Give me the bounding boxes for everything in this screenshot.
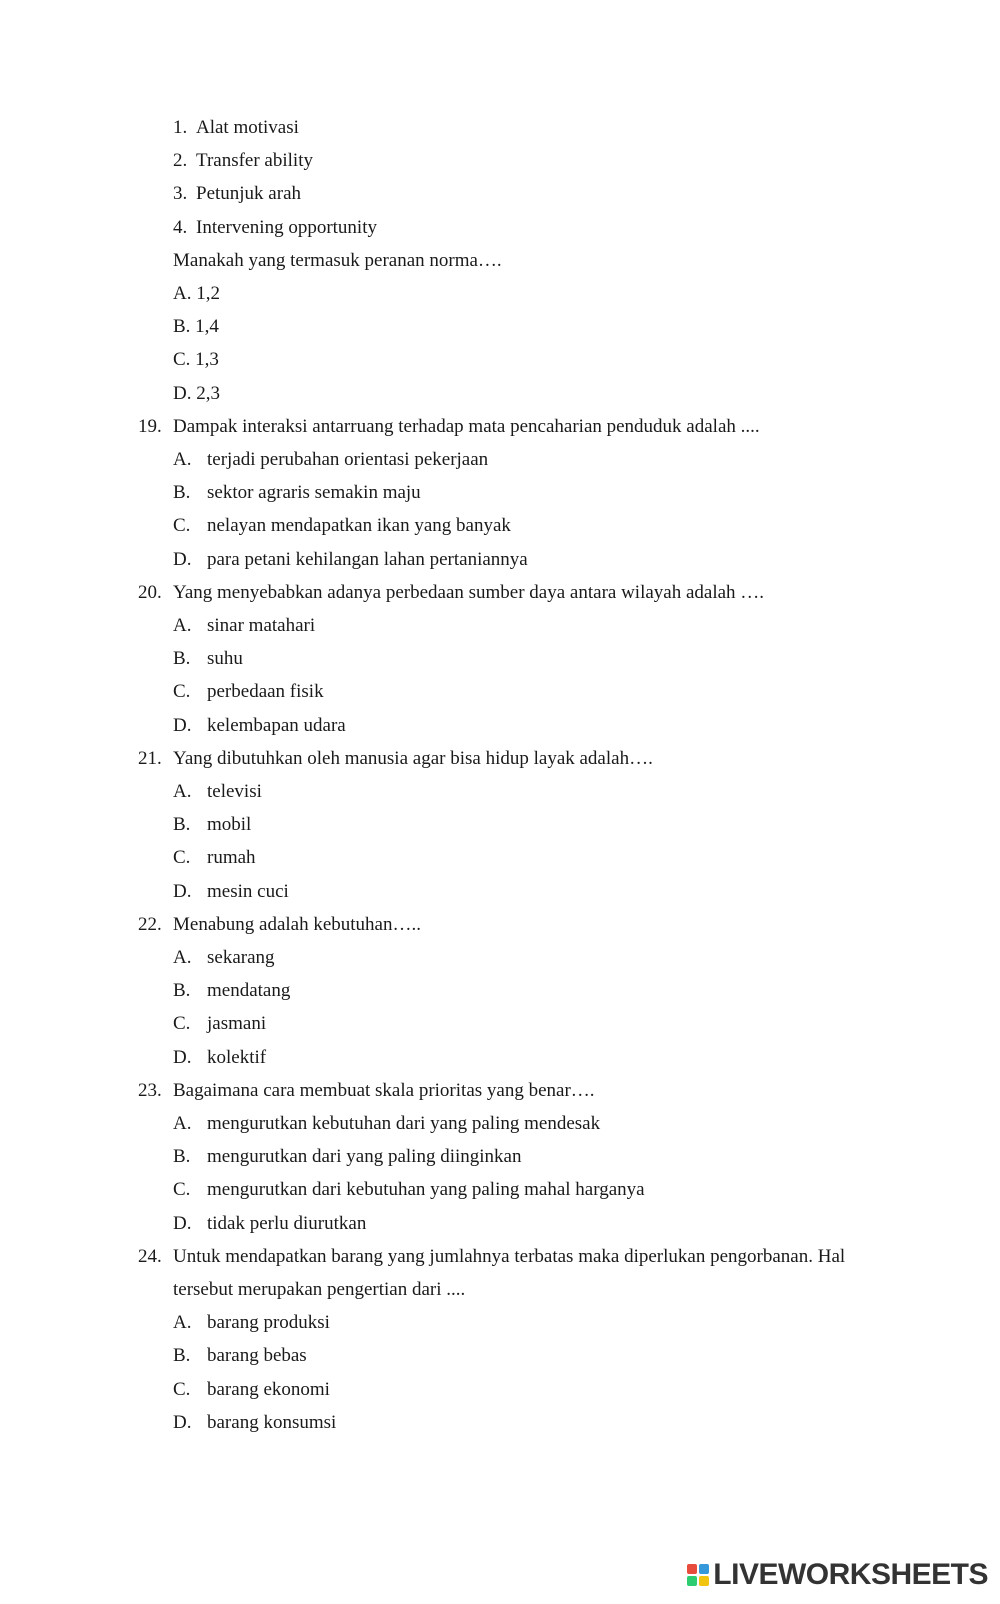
option-text: barang konsumsi [207, 1412, 337, 1433]
question-number: 23. [138, 1080, 162, 1101]
option-letter: C. [173, 1013, 191, 1034]
option-letter: C. [173, 847, 191, 868]
intro-option-text: C. 1,3 [173, 349, 219, 370]
option-letter: D. [173, 715, 192, 736]
question-number: 24. [138, 1246, 162, 1267]
option-letter: C. [173, 1379, 191, 1400]
intro-item-number: 1. [173, 117, 188, 138]
option-letter: A. [173, 1312, 192, 1333]
option-letter: D. [173, 881, 192, 902]
intro-option-text: B. 1,4 [173, 316, 219, 337]
liveworksheets-footer [687, 1556, 988, 1594]
option-text: para petani kehilangan lahan pertaniannya [207, 549, 528, 570]
option-text: mengurutkan dari yang paling diinginkan [207, 1146, 522, 1167]
intro-item-text: Intervening opportunity [196, 217, 377, 238]
option-text: barang bebas [207, 1345, 307, 1366]
question-text: tersebut merupakan pengertian dari .... [173, 1279, 466, 1300]
option-text: tidak perlu diurutkan [207, 1213, 367, 1234]
option-letter: B. [173, 814, 191, 835]
intro-option-text: D. 2,3 [173, 383, 220, 404]
question-text: Menabung adalah kebutuhan….. [173, 914, 421, 935]
option-text: jasmani [207, 1013, 267, 1034]
question-number: 21. [138, 748, 162, 769]
option-letter: D. [173, 1213, 192, 1234]
intro-option-text: A. 1,2 [173, 283, 220, 304]
option-text: barang ekonomi [207, 1379, 330, 1400]
option-letter: B. [173, 1345, 191, 1366]
option-text: mendatang [207, 980, 291, 1001]
logo-square-blue [699, 1564, 709, 1574]
intro-item-number: 3. [173, 183, 188, 204]
intro-item-number: 4. [173, 217, 188, 238]
option-letter: C. [173, 681, 191, 702]
option-letter: A. [173, 615, 192, 636]
option-text: kolektif [207, 1047, 267, 1068]
option-text: sinar matahari [207, 615, 316, 636]
option-letter: B. [173, 648, 191, 669]
liveworksheets-logo-icon [687, 1564, 709, 1586]
logo-square-red [687, 1564, 697, 1574]
option-letter: B. [173, 980, 191, 1001]
intro-question-text: Manakah yang termasuk peranan norma…. [173, 250, 502, 271]
option-text: terjadi perubahan orientasi pekerjaan [207, 449, 489, 470]
option-letter: A. [173, 449, 192, 470]
logo-square-yellow [699, 1576, 709, 1586]
option-text: mengurutkan dari kebutuhan yang paling mahal harganya [207, 1179, 645, 1200]
question-number: 22. [138, 914, 162, 935]
intro-item-number: 2. [173, 150, 188, 171]
option-text: kelembapan udara [207, 715, 346, 736]
option-letter: A. [173, 1113, 192, 1134]
intro-item-text: Petunjuk arah [196, 183, 302, 204]
option-text: suhu [207, 648, 243, 669]
option-letter: A. [173, 781, 192, 802]
option-text: rumah [207, 847, 256, 868]
option-text: perbedaan fisik [207, 681, 324, 702]
option-text: televisi [207, 781, 262, 802]
option-text: mesin cuci [207, 881, 289, 902]
option-letter: D. [173, 1047, 192, 1068]
question-text: Yang dibutuhkan oleh manusia agar bisa hidup layak adalah…. [173, 748, 653, 769]
question-text: Untuk mendapatkan barang yang jumlahnya terbatas maka diperlukan pengorbanan. Hal [173, 1246, 846, 1267]
option-text: barang produksi [207, 1312, 330, 1333]
question-number: 20. [138, 582, 162, 603]
question-number: 19. [138, 416, 162, 437]
option-text: sektor agraris semakin maju [207, 482, 421, 503]
brand-name: LIVEWORKSHEETS [713, 1558, 988, 1591]
option-letter: B. [173, 482, 191, 503]
option-text: mengurutkan kebutuhan dari yang paling mendesak [207, 1113, 601, 1134]
intro-item-text: Transfer ability [196, 150, 313, 171]
option-letter: B. [173, 1146, 191, 1167]
question-text: Dampak interaksi antarruang terhadap mata pencaharian penduduk adalah .... [173, 416, 760, 437]
option-letter: C. [173, 1179, 191, 1200]
question-text: Yang menyebabkan adanya perbedaan sumber daya antara wilayah adalah …. [173, 582, 765, 603]
option-letter: D. [173, 1412, 192, 1433]
logo-square-green [687, 1576, 697, 1586]
intro-item-text: Alat motivasi [196, 117, 299, 138]
option-text: mobil [207, 814, 252, 835]
option-letter: D. [173, 549, 192, 570]
question-text: Bagaimana cara membuat skala prioritas yang benar…. [173, 1080, 595, 1101]
option-text: nelayan mendapatkan ikan yang banyak [207, 515, 511, 536]
option-letter: A. [173, 947, 192, 968]
option-letter: C. [173, 515, 191, 536]
option-text: sekarang [207, 947, 275, 968]
